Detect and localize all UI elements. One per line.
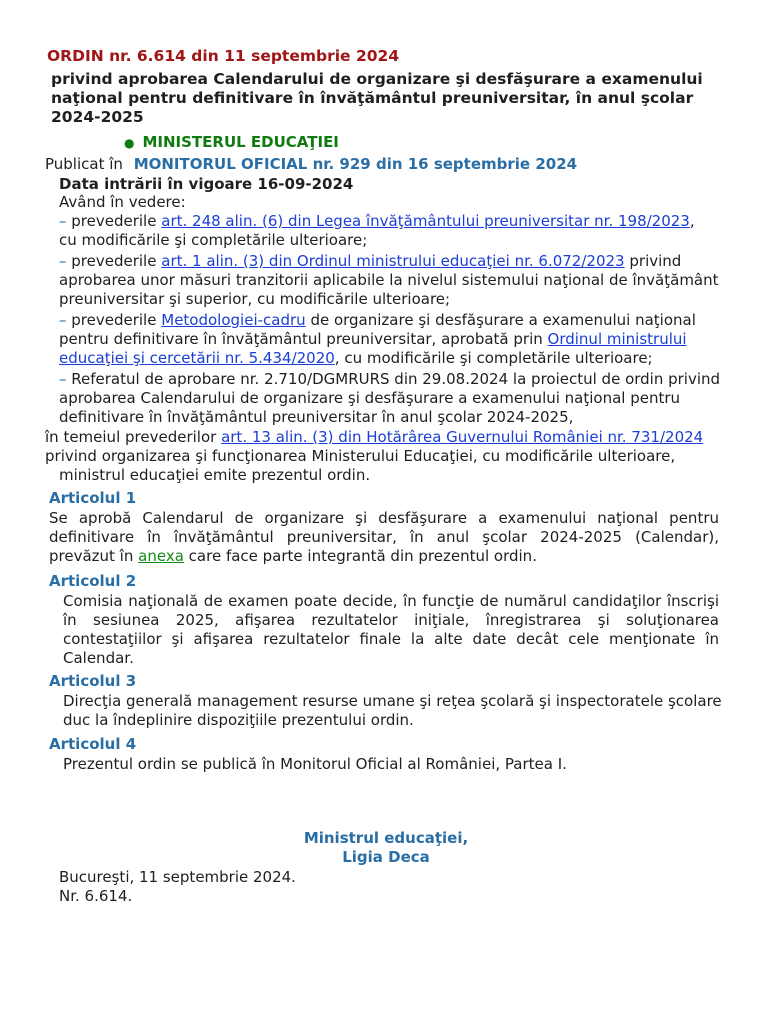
preamble-item-3-cont-2 bbox=[59, 349, 653, 368]
preamble-item-3-cont-1 bbox=[59, 330, 687, 349]
order-number: Nr. 6.614. bbox=[59, 887, 133, 905]
article-3-line-2: duc la îndeplinire dispoziţiile prezentului ordin. bbox=[63, 711, 414, 729]
article-4-title: Articolul 4 bbox=[49, 735, 137, 753]
legal-basis bbox=[45, 428, 703, 447]
methodology-link[interactable]: Metodologiei-cadru bbox=[161, 311, 306, 329]
item-text: pentru definitivare în învăţământul preuniversitar, aprobată prin bbox=[59, 330, 543, 348]
item-text: prevederile bbox=[71, 252, 157, 270]
legal-basis-cont-1: privind organizarea şi funcţionarea Ministerului Educaţiei, cu modificările ulterioare, bbox=[45, 447, 676, 465]
issuer-name: MINISTERUL EDUCAŢIEI bbox=[142, 133, 339, 151]
article-3-line-1: Direcţia generală management resurse umane şi reţea şcolară şi inspectoratele şcolare bbox=[63, 692, 722, 710]
article-3-title: Articolul 3 bbox=[49, 672, 137, 690]
article-4-line-1: Prezentul ordin se publică în Monitorul Oficial al României, Partea I. bbox=[63, 755, 567, 773]
preamble-item-3 bbox=[59, 311, 696, 330]
preamble-intro: Având în vedere: bbox=[59, 193, 186, 211]
item-text: de organizare şi desfăşurare a examenului naţional bbox=[310, 311, 696, 329]
legal-basis-cont-2: ministrul educaţiei emite prezentul ordin. bbox=[59, 466, 371, 484]
item-text: care face parte integrantă din prezentul ordin. bbox=[188, 547, 537, 565]
annex-link[interactable]: anexa bbox=[138, 547, 184, 565]
order-subtitle-line-1: privind aprobarea Calendarului de organizare şi desfăşurare a examenului bbox=[51, 70, 703, 88]
order-title: ORDIN nr. 6.614 din 11 septembrie 2024 bbox=[47, 47, 400, 65]
article-1-title: Articolul 1 bbox=[49, 489, 137, 507]
preamble-item-4 bbox=[59, 370, 720, 389]
article-1-line-2: definitivare în învăţământul preuniversitar, în anul şcolar 2024-2025 (Calendar), bbox=[49, 528, 719, 546]
signatory-role: Ministrul educaţiei, bbox=[303, 829, 469, 847]
order-subtitle-line-2: naţional pentru definitivare în învăţământul preuniversitar, în anul şcolar bbox=[51, 89, 694, 107]
preamble-item-2-cont-1: aprobarea unor măsuri tranzitorii aplicabile la nivelul sistemului naţional de învăţământ bbox=[59, 271, 719, 289]
order-6072-2023-link[interactable]: art. 1 alin. (3) din Ordinul ministrului educaţiei nr. 6.072/2023 bbox=[161, 252, 625, 270]
bullet-icon: ● bbox=[124, 136, 135, 150]
item-text: prevederile bbox=[71, 311, 157, 329]
article-2-line-2: în sesiunea 2025, afişarea rezultatelor iniţiale, înregistrarea şi soluţionarea bbox=[63, 611, 719, 629]
article-1-line-3 bbox=[49, 547, 537, 566]
item-text: în temeiul prevederilor bbox=[45, 428, 217, 446]
item-text: privind bbox=[629, 252, 682, 270]
monitor-oficial-link[interactable]: MONITORUL OFICIAL nr. 929 din 16 septembrie 2024 bbox=[133, 155, 578, 173]
article-2-line-1: Comisia naţională de examen poate decide, în funcţie de numărul candidaţilor înscrişi bbox=[63, 592, 719, 610]
order-5434-2020-link-part2[interactable]: educaţiei şi cercetării nr. 5.434/2020 bbox=[59, 349, 335, 367]
item-text: , cu modificările şi completările ulterioare; bbox=[334, 349, 653, 367]
article-1-line-1: Se aprobă Calendarul de organizare şi desfăşurare a examenului naţional pentru bbox=[49, 509, 719, 527]
preamble-item-1 bbox=[59, 212, 695, 231]
effective-date: Data intrării în vigoare 16-09-2024 bbox=[59, 175, 354, 193]
law-198-2023-link[interactable]: art. 248 alin. (6) din Legea învăţământului preuniversitar nr. 198/2023 bbox=[161, 212, 690, 230]
item-text: Referatul de aprobare nr. 2.710/DGMRURS din 29.08.2024 la proiectul de ordin privind bbox=[71, 370, 721, 388]
item-text: , bbox=[689, 212, 695, 230]
published-line bbox=[45, 155, 577, 173]
preamble-item-2-cont-2: preuniversitar şi superior, cu modificările ulterioare; bbox=[59, 290, 451, 308]
item-text: prevederile bbox=[71, 212, 157, 230]
order-5434-2020-link-part1[interactable]: Ordinul ministrului bbox=[547, 330, 687, 348]
published-prefix: Publicat în bbox=[45, 155, 123, 173]
preamble-item-4-cont-2: definitivare în învăţământul preuniversitar în anul şcolar 2024-2025, bbox=[59, 408, 574, 426]
article-2-line-4: Calendar. bbox=[63, 649, 134, 667]
dash-marker: – bbox=[59, 212, 67, 230]
place-date: Bucureşti, 11 septembrie 2024. bbox=[59, 868, 296, 886]
issuer-line bbox=[124, 133, 339, 151]
hg-731-2024-link[interactable]: art. 13 alin. (3) din Hotărârea Guvernului României nr. 731/2024 bbox=[221, 428, 704, 446]
signatory-name: Ligia Deca bbox=[342, 848, 430, 866]
preamble-item-1-cont: cu modificările şi completările ulterioare; bbox=[59, 231, 368, 249]
article-2-line-3: contestaţiilor şi afişarea rezultatelor finale la alte date decât cele menţionate în bbox=[63, 630, 719, 648]
dash-marker: – bbox=[59, 311, 67, 329]
dash-marker: – bbox=[59, 370, 67, 388]
preamble-item-2 bbox=[59, 252, 681, 271]
preamble-item-4-cont-1: aprobarea Calendarului de organizare şi desfăşurare a examenului naţional pentru bbox=[59, 389, 681, 407]
order-subtitle-line-3: 2024-2025 bbox=[51, 108, 144, 126]
item-text: prevăzut în bbox=[49, 547, 134, 565]
dash-marker: – bbox=[59, 252, 67, 270]
article-2-title: Articolul 2 bbox=[49, 572, 137, 590]
